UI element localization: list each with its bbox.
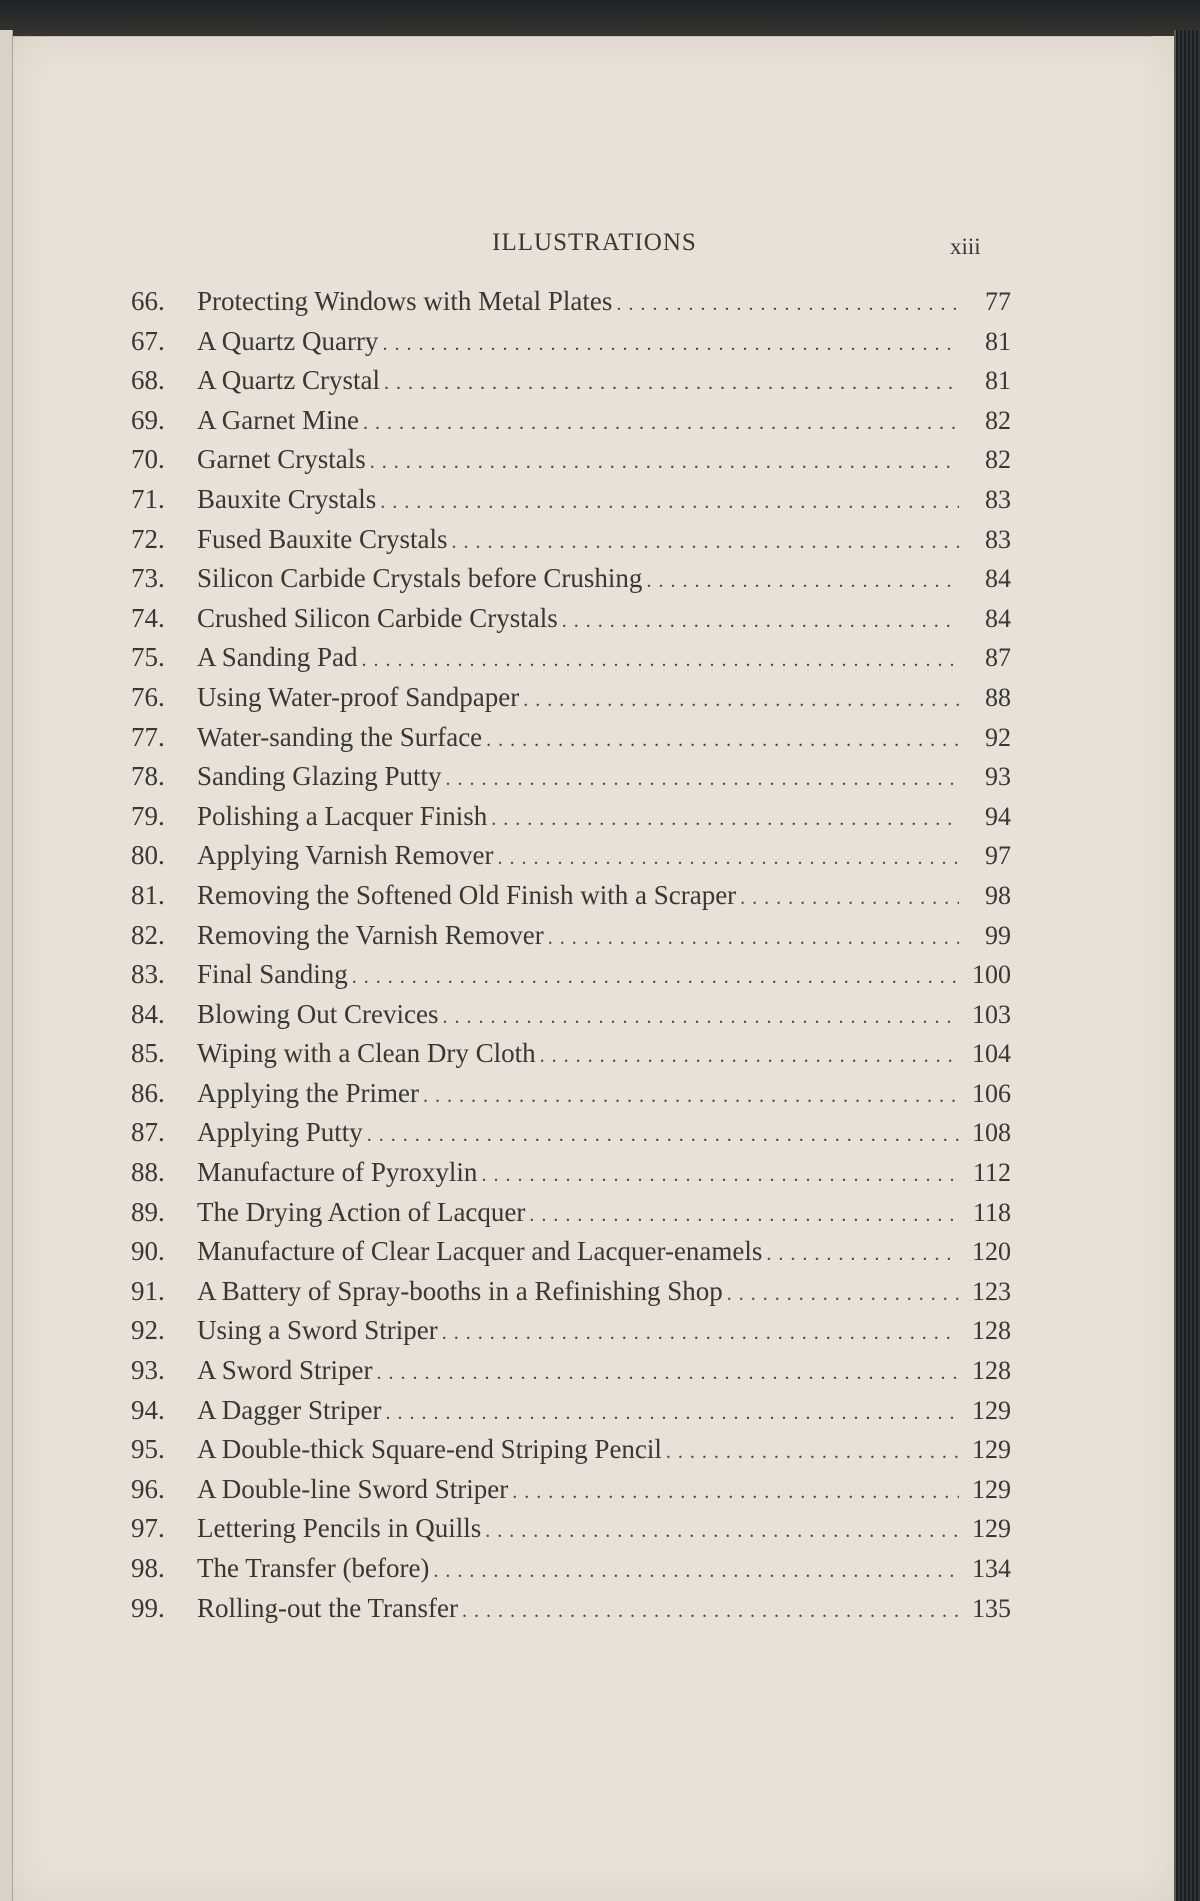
- figure-title: Applying the Primer: [197, 1077, 419, 1108]
- page-number: 129: [972, 1395, 1011, 1425]
- figure-number: 93.: [131, 1355, 165, 1386]
- dot-leader: [380, 491, 959, 514]
- figure-title: Water-sanding the Surface: [197, 721, 483, 752]
- dot-leader: [523, 689, 959, 712]
- figure-number: 77.: [131, 721, 165, 752]
- page-number: 93: [985, 762, 1011, 792]
- page-number: 83: [985, 524, 1011, 554]
- dot-leader: [363, 412, 959, 435]
- list-item: [131, 1078, 1011, 1118]
- figure-number: 87.: [131, 1117, 165, 1148]
- page-number: 87: [985, 643, 1011, 673]
- list-item: [131, 444, 1011, 484]
- list-item: [131, 1038, 1011, 1078]
- figure-number: 74.: [131, 602, 165, 633]
- figure-number: 73.: [131, 563, 165, 594]
- page-number: 104: [972, 1039, 1011, 1069]
- figure-number: 92.: [131, 1315, 165, 1346]
- list-item: [131, 1355, 1011, 1395]
- dot-leader: [727, 1283, 959, 1306]
- page-number: 81: [985, 326, 1011, 356]
- list-item: [131, 1315, 1011, 1355]
- figure-title: Polishing a Lacquer Finish: [197, 800, 488, 831]
- dot-leader: [548, 927, 959, 950]
- list-item: [131, 959, 1011, 999]
- figure-title: Crushed Silicon Carbide Crystals: [197, 602, 558, 633]
- page-number: 112: [972, 1158, 1011, 1188]
- list-item: [131, 1236, 1011, 1276]
- list-item: [131, 1117, 1011, 1157]
- figure-number: 76.: [131, 681, 165, 712]
- figure-title: The Transfer (before): [197, 1553, 430, 1583]
- figure-number: 68.: [131, 365, 165, 396]
- page-number: 84: [985, 603, 1011, 633]
- figure-number: 81.: [131, 879, 165, 910]
- figure-number: 75.: [131, 642, 165, 673]
- list-item: [131, 1474, 1011, 1514]
- page-number: 82: [985, 445, 1011, 475]
- figure-title: A Dagger Striper: [197, 1394, 382, 1425]
- list-item: [131, 286, 1011, 326]
- figure-title: A Double-thick Square-end Striping Pencil: [197, 1434, 662, 1465]
- dot-leader: [382, 333, 959, 356]
- figure-title: Lettering Pencils in Quills: [197, 1513, 482, 1544]
- list-item: [131, 1276, 1011, 1316]
- figure-title: A Double-line Sword Striper: [197, 1473, 509, 1504]
- page-number: 129: [972, 1435, 1011, 1465]
- running-head: ILLUSTRATIONS: [492, 229, 697, 256]
- figure-number: 80.: [131, 840, 165, 871]
- list-item: [131, 880, 1011, 920]
- list-item: [131, 722, 1011, 762]
- figure-title: Using Water-proof Sandpaper: [197, 681, 520, 712]
- figure-number: 66.: [131, 286, 165, 316]
- page-number: 98: [985, 880, 1011, 910]
- page-number: 106: [972, 1078, 1011, 1108]
- list-item: [131, 1197, 1011, 1237]
- figure-number: 85.: [131, 1038, 165, 1069]
- figure-title: A Battery of Spray-booths in a Refinishing Shop: [197, 1275, 723, 1306]
- figure-number: 89.: [131, 1196, 165, 1227]
- figure-number: 82.: [131, 919, 165, 950]
- page-number: 97: [985, 841, 1011, 871]
- figure-title: Garnet Crystals: [197, 444, 366, 475]
- list-item: [131, 761, 1011, 801]
- page-number: 135: [972, 1593, 1011, 1623]
- dot-leader: [462, 1600, 959, 1623]
- figure-number: 71.: [131, 483, 165, 514]
- figure-title: A Garnet Mine: [197, 404, 359, 435]
- figure-number: 91.: [131, 1275, 165, 1306]
- page-number: 82: [985, 405, 1011, 435]
- figure-title: Fused Bauxite Crystals: [197, 523, 448, 554]
- figure-title: Removing the Softened Old Finish with a Scraper: [197, 879, 737, 910]
- list-item: [131, 365, 1011, 405]
- list-item: [131, 563, 1011, 603]
- dot-leader: [442, 1322, 959, 1345]
- dot-leader: [616, 293, 959, 316]
- figure-number: 70.: [131, 444, 165, 475]
- page-number: 103: [972, 999, 1011, 1029]
- page-number: 94: [985, 801, 1011, 831]
- page-number: 129: [972, 1474, 1011, 1504]
- dot-leader: [367, 1124, 959, 1147]
- page-number: 84: [985, 564, 1011, 594]
- figure-number: 97.: [131, 1513, 165, 1544]
- page-number: 88: [985, 682, 1011, 712]
- dot-leader: [529, 1204, 959, 1227]
- figure-number: 98.: [131, 1553, 165, 1583]
- list-item: [131, 603, 1011, 643]
- figure-number: 72.: [131, 523, 165, 554]
- page-number: 92: [985, 722, 1011, 752]
- list-item: [131, 484, 1011, 524]
- page-number: 120: [972, 1237, 1011, 1267]
- page-number: 81: [985, 366, 1011, 396]
- list-item: [131, 524, 1011, 564]
- figure-title: A Sanding Pad: [197, 642, 358, 673]
- figure-number: 79.: [131, 800, 165, 831]
- figure-title: Blowing Out Crevices: [197, 998, 439, 1029]
- figure-title: Sanding Glazing Putty: [197, 761, 442, 792]
- page-number: 83: [985, 484, 1011, 514]
- dot-leader: [485, 1520, 959, 1543]
- page-number: 123: [972, 1276, 1011, 1306]
- list-item: [131, 326, 1011, 366]
- dot-leader: [352, 966, 959, 989]
- list-item: [131, 1395, 1011, 1435]
- dot-leader: [666, 1441, 959, 1464]
- figure-number: 96.: [131, 1473, 165, 1504]
- page-number: 99: [985, 920, 1011, 950]
- page-number: 128: [972, 1356, 1011, 1386]
- dot-leader: [442, 1006, 959, 1029]
- figure-title: Removing the Varnish Remover: [197, 919, 544, 950]
- dot-leader: [481, 1164, 959, 1187]
- dot-leader: [766, 1243, 959, 1266]
- figure-number: 94.: [131, 1394, 165, 1425]
- list-item: [131, 682, 1011, 722]
- figure-title: Wiping with a Clean Dry Cloth: [197, 1038, 536, 1069]
- dot-leader: [646, 570, 959, 593]
- dot-leader: [486, 729, 959, 752]
- illustrations-list: [131, 286, 1011, 1632]
- dot-leader: [491, 808, 959, 831]
- dot-leader: [385, 1402, 959, 1425]
- figure-title: The Drying Action of Lacquer: [197, 1196, 526, 1227]
- dot-leader: [423, 1085, 959, 1108]
- book-cover-right-edge: [1174, 30, 1200, 1901]
- figure-title: Bauxite Crystals: [197, 483, 377, 514]
- list-item: [131, 1157, 1011, 1197]
- page-number: 129: [972, 1514, 1011, 1544]
- figure-number: 83.: [131, 959, 165, 990]
- list-item: [131, 1593, 1011, 1633]
- figure-title: Manufacture of Pyroxylin: [197, 1157, 478, 1188]
- list-item: [131, 642, 1011, 682]
- page-number: 118: [972, 1197, 1011, 1227]
- dot-leader: [512, 1481, 959, 1504]
- list-item: [131, 1553, 1011, 1593]
- dot-leader: [452, 531, 960, 554]
- dot-leader: [497, 847, 959, 870]
- figure-title: Silicon Carbide Crystals before Crushing: [197, 563, 643, 594]
- figure-title: Using a Sword Striper: [197, 1315, 438, 1346]
- figure-title: Applying Varnish Remover: [197, 840, 494, 871]
- page-number: 100: [972, 960, 1011, 990]
- list-item: [131, 840, 1011, 880]
- dot-leader: [562, 610, 959, 633]
- figure-number: 67.: [131, 325, 165, 356]
- page-edge-line: [13, 36, 1153, 37]
- dot-leader: [540, 1045, 959, 1068]
- dot-leader: [740, 887, 959, 910]
- page-number: 77: [985, 287, 1011, 316]
- figure-number: 69.: [131, 404, 165, 435]
- figure-number: 86.: [131, 1077, 165, 1108]
- figure-number: 78.: [131, 761, 165, 792]
- dot-leader: [370, 451, 959, 474]
- dot-leader: [446, 768, 960, 791]
- figure-title: A Quartz Quarry: [197, 325, 379, 356]
- figure-title: Manufacture of Clear Lacquer and Lacquer-enamels: [197, 1236, 763, 1267]
- figure-number: 84.: [131, 998, 165, 1029]
- page-number: 128: [972, 1316, 1011, 1346]
- list-item: [131, 1513, 1011, 1553]
- figure-number: 90.: [131, 1236, 165, 1267]
- page-number: 134: [972, 1554, 1011, 1583]
- dot-leader: [433, 1560, 959, 1583]
- figure-title: Rolling-out the Transfer: [197, 1592, 458, 1623]
- figure-number: 88.: [131, 1157, 165, 1188]
- figure-number: 95.: [131, 1434, 165, 1465]
- page-number: 108: [972, 1118, 1011, 1148]
- list-item: [131, 801, 1011, 841]
- figure-title: A Sword Striper: [197, 1355, 373, 1386]
- list-item: [131, 405, 1011, 445]
- figure-title: Final Sanding: [197, 959, 348, 990]
- dot-leader: [362, 649, 959, 672]
- figure-title: Applying Putty: [197, 1117, 363, 1148]
- dot-leader: [384, 372, 959, 395]
- list-item: [131, 1434, 1011, 1474]
- page-folio: xiii: [950, 234, 981, 259]
- figure-title: Protecting Windows with Metal Plates: [197, 286, 613, 316]
- figure-number: 99.: [131, 1592, 165, 1623]
- dot-leader: [377, 1362, 960, 1385]
- list-item: [131, 920, 1011, 960]
- list-item: [131, 999, 1011, 1039]
- book-page: [13, 36, 1176, 1901]
- figure-title: A Quartz Crystal: [197, 365, 380, 396]
- facing-page-edge: [0, 30, 13, 1901]
